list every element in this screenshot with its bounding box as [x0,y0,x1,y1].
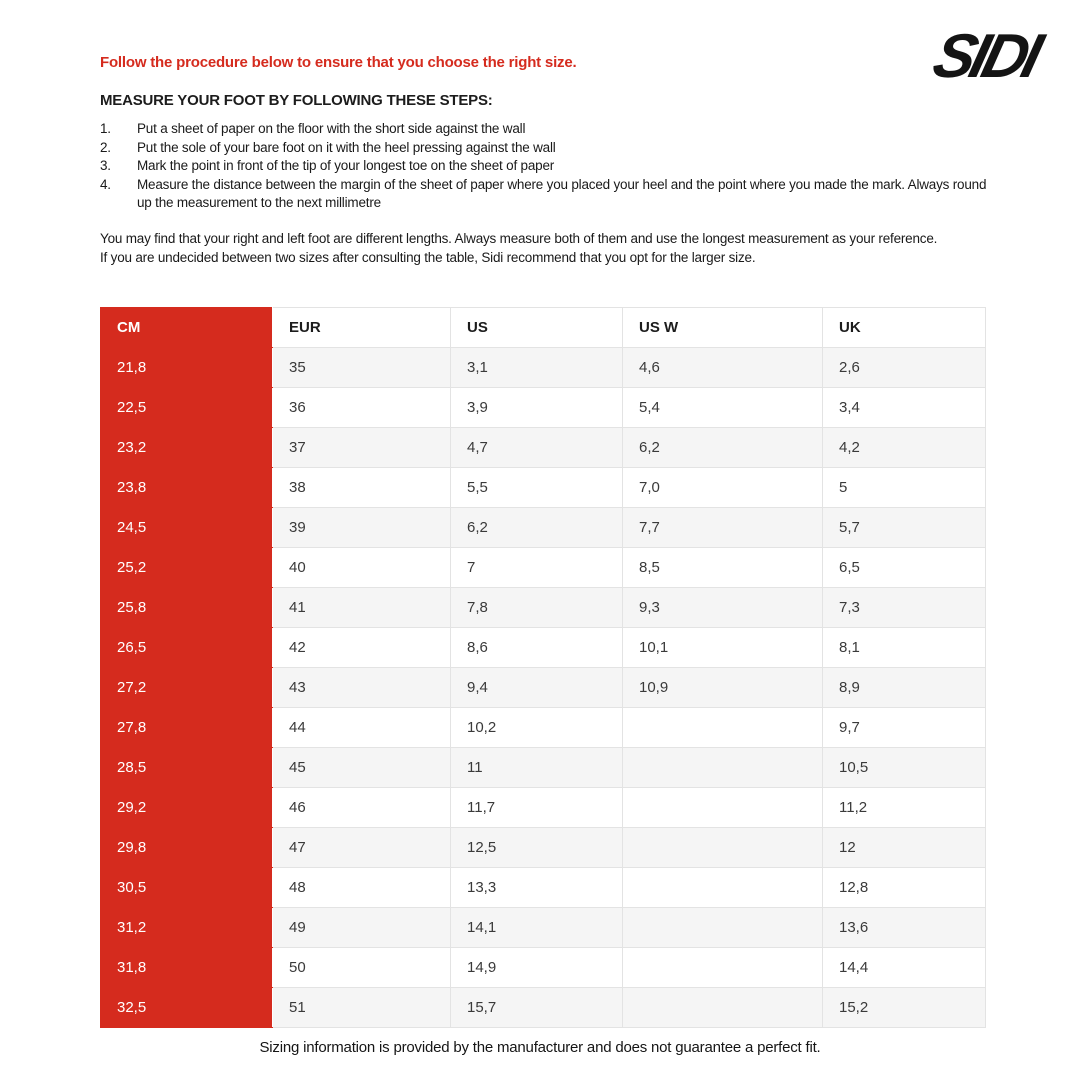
size-cell: 4,2 [823,428,986,468]
table-row [101,828,986,868]
size-cell: 35 [273,348,451,388]
sizing-notes [100,230,990,267]
size-cell: 8,9 [823,668,986,708]
size-cell-cm: 22,5 [101,388,273,428]
header-cell-eur: EUR [273,308,451,348]
size-cell: 11,7 [451,788,623,828]
table-row [101,628,986,668]
size-cell: 15,2 [823,988,986,1028]
size-cell: 14,9 [451,948,623,988]
size-cell: 10,1 [623,628,823,668]
size-cell: 8,5 [623,548,823,588]
size-cell: 47 [273,828,451,868]
size-cell-cm: 23,8 [101,468,273,508]
size-cell: 9,3 [623,588,823,628]
step-text: Put the sole of your bare foot on it with the heel pressing against the wall [137,139,556,155]
size-cell [623,868,823,908]
disclaimer-text: Sizing information is provided by the manufacturer and does not guarantee a perfect fit. [259,1039,821,1056]
note-text: You may find that your right and left foot are different lengths. Always measure both of them and use the longest measurement as your reference. [100,231,938,246]
size-cell: 8,6 [451,628,623,668]
size-cell: 38 [273,468,451,508]
size-cell-cm: 30,5 [101,868,273,908]
size-cell: 7,0 [623,468,823,508]
step-number: 2. [100,139,111,155]
step-text: Mark the point in front of the tip of your longest toe on the sheet of paper [137,158,555,173]
size-cell: 49 [273,908,451,948]
table-body [101,348,986,1028]
step-number: 1. [100,121,111,136]
size-cell: 41 [273,588,451,628]
size-cell-cm: 27,8 [101,708,273,748]
table-row [101,428,986,468]
size-cell: 7,3 [823,588,986,628]
step-item [100,157,990,176]
step-number: 4. [100,176,111,192]
size-cell-cm: 29,8 [101,828,273,868]
header-cell-cm: CM [101,308,273,348]
size-table [100,307,986,1028]
size-cell: 10,5 [823,748,986,788]
size-cell: 2,6 [823,348,986,388]
size-cell [623,748,823,788]
table-row [101,548,986,588]
size-cell: 10,2 [451,708,623,748]
table-row [101,948,986,988]
size-cell: 15,7 [451,988,623,1028]
note-text: If you are undecided between two sizes after consulting the table, Sidi recommend that you opt for the larger size. [100,249,756,265]
table-row [101,468,986,508]
size-cell: 40 [273,548,451,588]
size-cell: 45 [273,748,451,788]
measurement-steps [100,120,990,213]
size-cell: 46 [273,788,451,828]
header-cell-uk: UK [823,308,986,348]
size-cell: 7,7 [623,508,823,548]
size-cell: 7,8 [451,588,623,628]
table-row [101,388,986,428]
size-cell: 5 [823,468,986,508]
table-row [101,348,986,388]
size-cell: 6,2 [451,508,623,548]
size-cell-cm: 31,2 [101,908,273,948]
header-cell-us: US [451,308,623,348]
table-row [101,708,986,748]
table-row [101,868,986,908]
size-cell: 3,9 [451,388,623,428]
size-cell-cm: 27,2 [101,668,273,708]
size-cell [623,788,823,828]
size-cell: 5,4 [623,388,823,428]
size-cell: 10,9 [623,668,823,708]
size-cell-cm: 21,8 [101,348,273,388]
page-title: MEASURE YOUR FOOT BY FOLLOWING THESE STEPS: [100,92,493,109]
size-cell: 6,5 [823,548,986,588]
size-cell: 7 [451,548,623,588]
table-row [101,788,986,828]
size-cell: 48 [273,868,451,908]
size-cell-cm: 24,5 [101,508,273,548]
table-row [101,588,986,628]
size-cell: 11 [451,748,623,788]
size-cell: 4,6 [623,348,823,388]
size-cell: 5,5 [451,468,623,508]
size-cell: 51 [273,988,451,1028]
size-cell-cm: 28,5 [101,748,273,788]
size-cell: 11,2 [823,788,986,828]
step-item [100,139,990,158]
size-cell: 44 [273,708,451,748]
table-row [101,668,986,708]
step-item [100,120,990,139]
table-header-row [101,308,986,348]
table-row [101,908,986,948]
size-cell: 3,1 [451,348,623,388]
size-cell-cm: 29,2 [101,788,273,828]
size-cell: 13,6 [823,908,986,948]
size-cell-cm: 31,8 [101,948,273,988]
size-cell [623,988,823,1028]
size-cell: 9,4 [451,668,623,708]
table-row [101,508,986,548]
size-cell: 5,7 [823,508,986,548]
size-cell: 4,7 [451,428,623,468]
sidi-logo: SIDI [926,22,1045,91]
size-cell-cm: 23,2 [101,428,273,468]
size-cell: 9,7 [823,708,986,748]
step-text: Put a sheet of paper on the floor with the short side against the wall [137,121,526,136]
size-cell: 12 [823,828,986,868]
size-cell [623,828,823,868]
step-text: Measure the distance between the margin of the sheet of paper where you placed your heel and the point where you made the mark. Always round up the measurement to the next millimetre [137,176,987,210]
table-row [101,748,986,788]
table-row [101,988,986,1028]
size-cell: 3,4 [823,388,986,428]
size-cell [623,908,823,948]
size-cell-cm: 25,8 [101,588,273,628]
size-cell: 12,5 [451,828,623,868]
size-cell: 6,2 [623,428,823,468]
size-cell: 14,1 [451,908,623,948]
size-cell [623,948,823,988]
size-cell: 50 [273,948,451,988]
size-cell: 43 [273,668,451,708]
size-cell-cm: 25,2 [101,548,273,588]
size-cell: 37 [273,428,451,468]
size-cell [623,708,823,748]
size-cell-cm: 32,5 [101,988,273,1028]
step-number: 3. [100,158,111,173]
size-cell: 12,8 [823,868,986,908]
step-item [100,176,990,213]
size-cell: 39 [273,508,451,548]
size-cell: 42 [273,628,451,668]
size-cell: 14,4 [823,948,986,988]
size-cell-cm: 26,5 [101,628,273,668]
size-cell: 8,1 [823,628,986,668]
size-cell: 36 [273,388,451,428]
size-cell: 13,3 [451,868,623,908]
header-cell-us-w: US W [623,308,823,348]
intro-text: Follow the procedure below to ensure that you choose the right size. [100,54,577,71]
